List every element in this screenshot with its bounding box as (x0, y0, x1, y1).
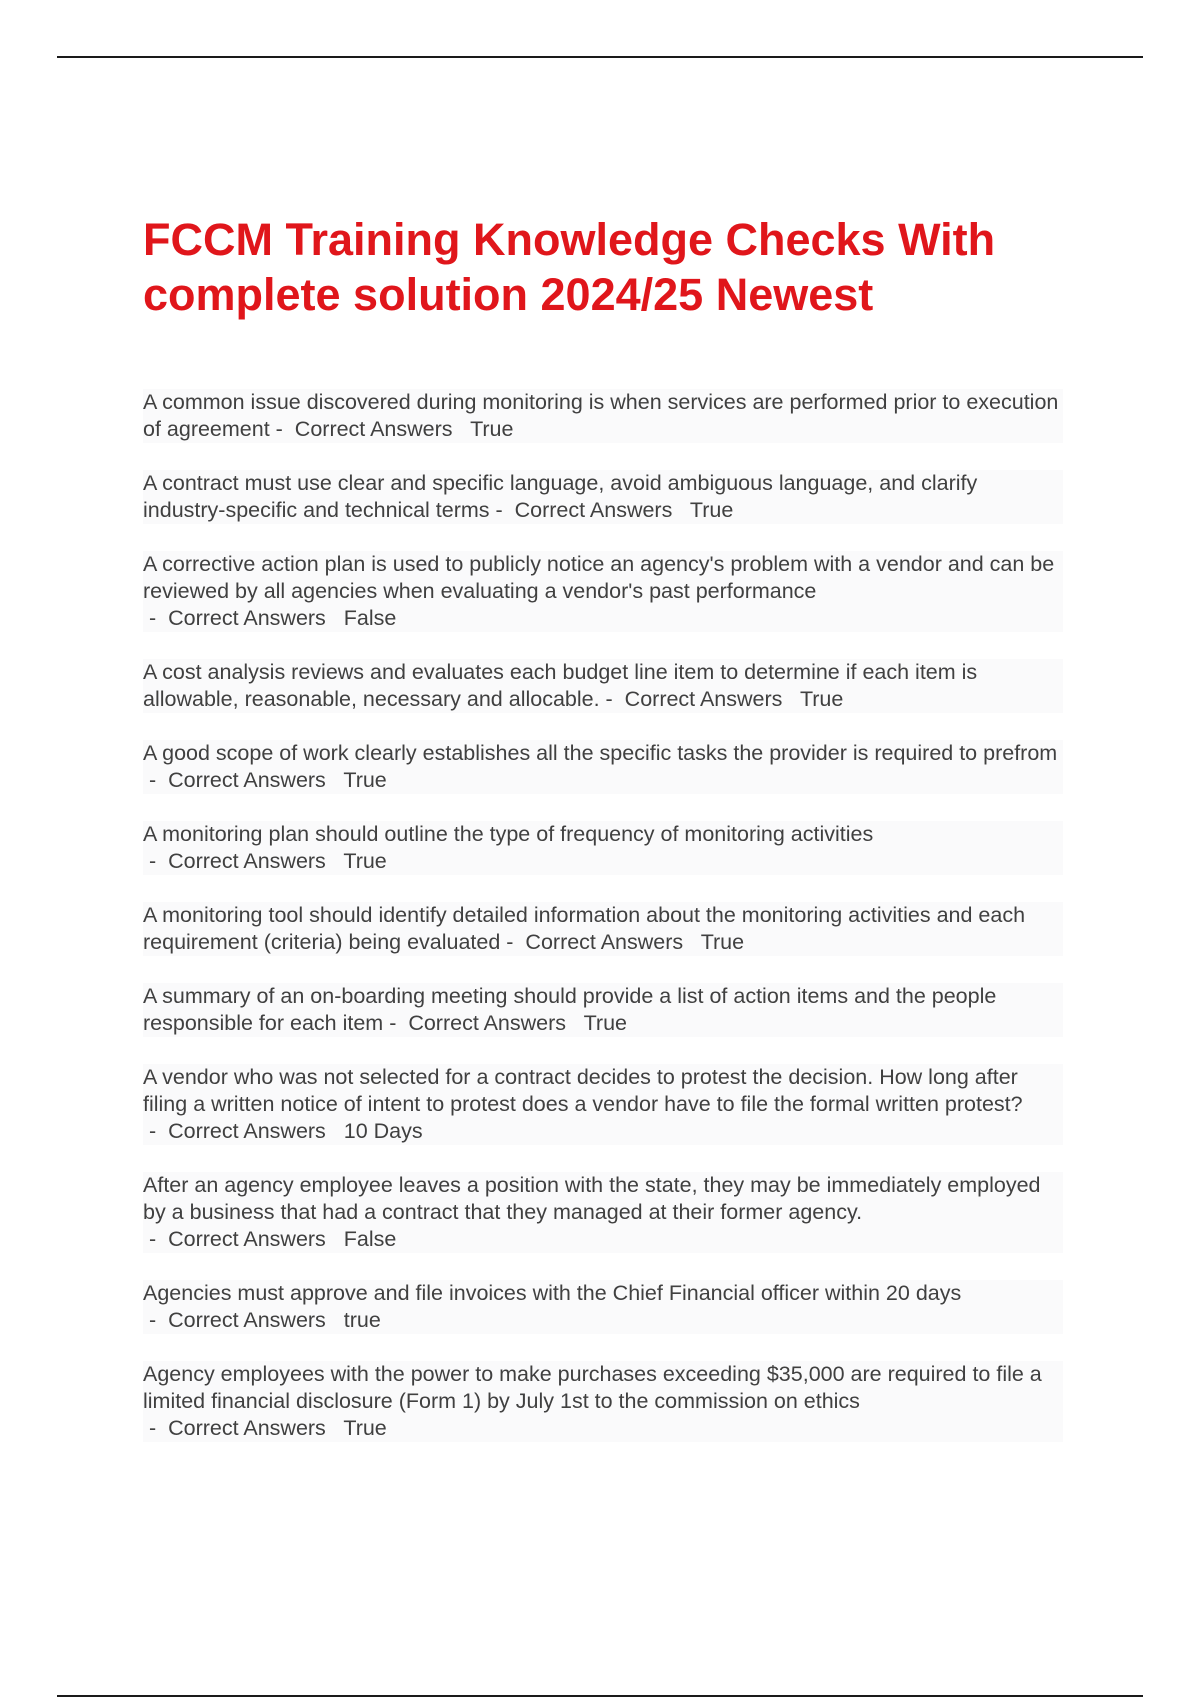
answer-label: Correct Answers (624, 687, 783, 711)
answer-text: True (799, 687, 844, 711)
document-body (143, 212, 1063, 1469)
bottom-rule (57, 1695, 1143, 1697)
answer-label: Correct Answers (168, 1227, 326, 1251)
answer-gap (566, 1011, 584, 1035)
document-title (143, 212, 1063, 322)
answer-label: Correct Answers (168, 1308, 326, 1332)
answer-gap (326, 768, 344, 792)
answer-text: True (343, 768, 387, 792)
answer-label: Correct Answers (168, 768, 326, 792)
qa-item (143, 902, 1063, 956)
qa-item (143, 983, 1063, 1037)
separator: - (143, 768, 169, 792)
answer-gap (326, 1119, 344, 1143)
qa-item (143, 1280, 1063, 1334)
question-text: A monitoring plan should outline the type of frequency of monitoring activities (143, 822, 874, 846)
question-text: A vendor who was not selected for a contract decides to protest the decision. How long after filing a written notice of intent to protest does a vendor have to file the formal written protest? (143, 1065, 1023, 1116)
answer-label: Correct Answers (525, 930, 684, 954)
answer-text: True (470, 417, 514, 441)
qa-item (143, 551, 1063, 632)
qa-list (143, 389, 1063, 1442)
answer-label: Correct Answers (168, 1119, 326, 1143)
question-text: A summary of an on-boarding meeting should provide a list of action items and the people responsible for each item (143, 984, 997, 1035)
qa-item (143, 470, 1063, 524)
separator: - (143, 849, 169, 873)
question-text: A contract must use clear and specific language, avoid ambiguous language, and clarify industry-specific and technical terms (143, 471, 978, 522)
answer-label: Correct Answers (168, 1416, 326, 1440)
answer-gap (672, 498, 690, 522)
separator: - (489, 498, 515, 522)
answer-text: true (343, 1308, 381, 1332)
answer-label: Correct Answers (514, 498, 673, 522)
qa-item (143, 740, 1063, 794)
answer-gap (326, 1416, 344, 1440)
question-text: A common issue discovered during monitoring is when services are performed prior to execution of agreement (143, 390, 1059, 441)
question-text: Agencies must approve and file invoices with the Chief Financial officer within 20 days (143, 1281, 962, 1305)
answer-gap (782, 687, 800, 711)
answer-gap (683, 930, 701, 954)
answer-text: True (689, 498, 734, 522)
qa-item (143, 1172, 1063, 1253)
separator: - (269, 417, 295, 441)
answer-gap (326, 1308, 344, 1332)
answer-text: True (700, 930, 745, 954)
answer-text: 10 Days (343, 1119, 423, 1143)
question-text: A cost analysis reviews and evaluates each budget line item to determine if each item is allowable, reasonable, necessary and allocable. (143, 660, 978, 711)
separator: - (143, 1227, 169, 1251)
question-text: A corrective action plan is used to publicly notice an agency's problem with a vendor and can be reviewed by all agencies when evaluating a vendor's past performance (143, 552, 1055, 603)
answer-text: True (343, 1416, 387, 1440)
separator: - (143, 1308, 169, 1332)
question-text: A monitoring tool should identify detailed information about the monitoring activities and each requirement (criteria) being evaluated (143, 903, 1026, 954)
answer-gap (326, 1227, 344, 1251)
qa-item (143, 389, 1063, 443)
answer-text: True (583, 1011, 627, 1035)
answer-label: Correct Answers (168, 606, 326, 630)
answer-label: Correct Answers (168, 849, 326, 873)
answer-label: Correct Answers (294, 417, 453, 441)
answer-gap (453, 417, 471, 441)
question-text: A good scope of work clearly establishes all the specific tasks the provider is required to prefrom (143, 741, 1058, 765)
answer-text: True (343, 849, 387, 873)
title-line-2: complete solution 2024/25 Newest (143, 269, 874, 320)
top-rule (57, 56, 1143, 58)
question-text: After an agency employee leaves a position with the state, they may be immediately employed by a business that had a contract that they managed at their former agency. (143, 1173, 1041, 1224)
qa-item (143, 1064, 1063, 1145)
answer-gap (326, 849, 344, 873)
answer-gap (326, 606, 344, 630)
answer-text: False (343, 606, 397, 630)
qa-item (143, 659, 1063, 713)
separator: - (599, 687, 625, 711)
title-line-1: FCCM Training Knowledge Checks With (143, 214, 996, 265)
separator: - (500, 930, 526, 954)
qa-item (143, 821, 1063, 875)
question-text: Agency employees with the power to make purchases exceeding $35,000 are required to file a limited financial disclosure (Form 1) by July 1st to the commission on ethics (143, 1362, 1042, 1413)
separator: - (143, 1416, 169, 1440)
answer-label: Correct Answers (408, 1011, 567, 1035)
separator: - (143, 1119, 169, 1143)
separator: - (383, 1011, 409, 1035)
answer-text: False (343, 1227, 397, 1251)
qa-item (143, 1361, 1063, 1442)
separator: - (143, 606, 169, 630)
